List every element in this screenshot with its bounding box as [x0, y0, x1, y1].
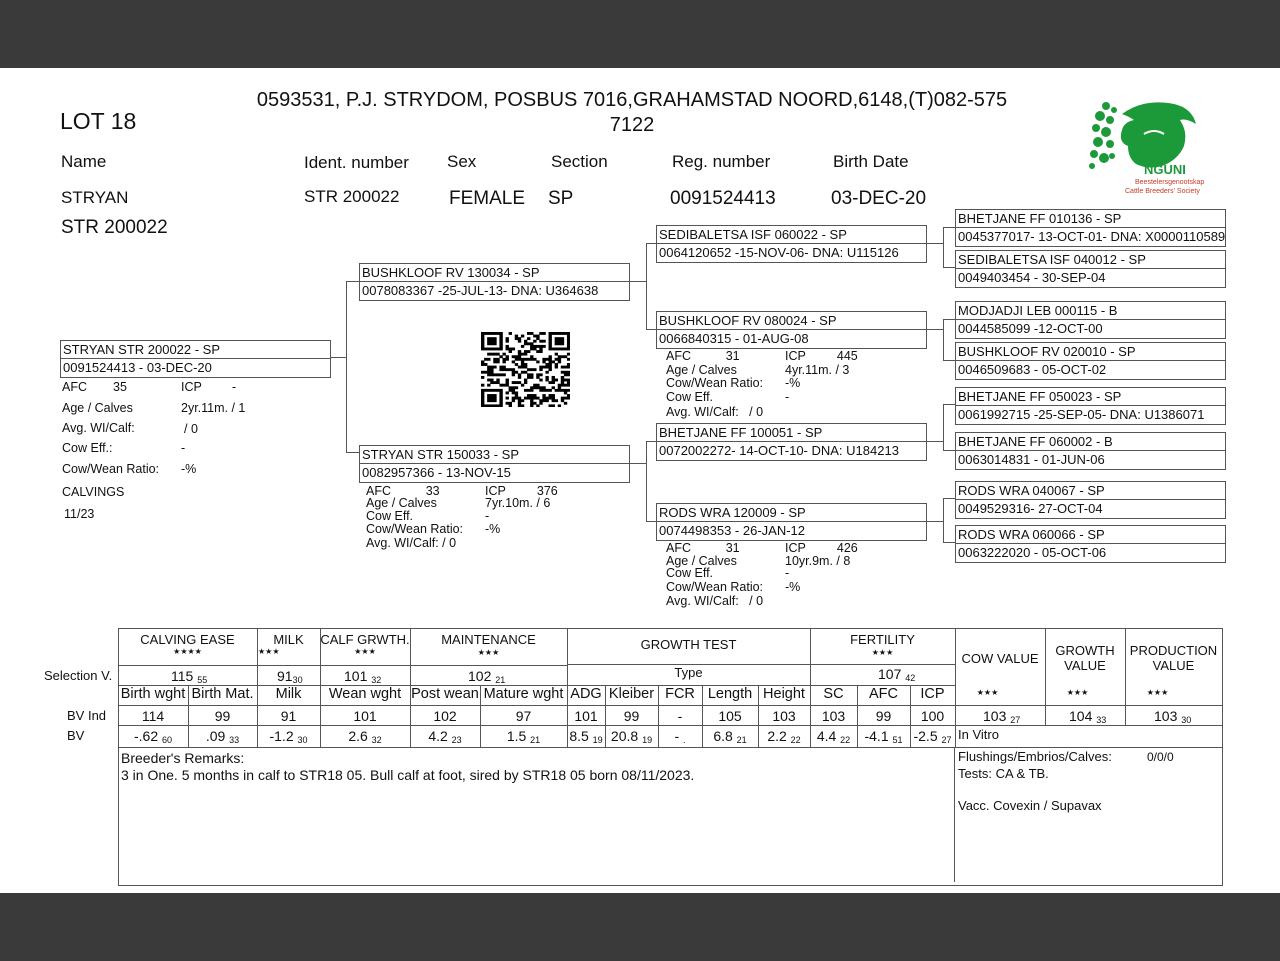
trait-header: ADG: [570, 686, 602, 702]
sire-line-2: 0078083367 -25-JUL-13- DNA: U364638: [362, 283, 599, 298]
stars-cow-value: ★★★: [976, 688, 999, 697]
trait-header: Post wean: [411, 686, 479, 702]
dam-dam-eff: -: [785, 566, 790, 580]
bv-ind-cell: 99: [623, 708, 640, 724]
sire-dam-eff: -: [785, 390, 790, 404]
label-name: Name: [61, 152, 107, 171]
logo-sub-1: Beestelersgenootskap: [1135, 179, 1205, 186]
animal-ident: STR 200022: [304, 187, 400, 206]
bv-ind-cell: 102: [433, 708, 457, 724]
stars-growth-value: ★★★: [1066, 688, 1089, 697]
logo-sub-2: Cattle Breeders' Society: [1125, 188, 1200, 195]
breeder-line-2: 7122: [609, 114, 655, 136]
animal-ident-2: STR 200022: [61, 217, 168, 238]
ggp-2-line-2: 0049403454 - 30-SEP-04: [958, 270, 1106, 285]
dam-age-label: Age / Calves: [366, 496, 437, 510]
bv-ind-cell: 91: [280, 708, 297, 724]
pedigree-ggp-1: [955, 209, 1226, 247]
pedigree-ggp-8: [955, 525, 1226, 563]
bv-cell: 6.8 $_{21}$: [713, 728, 747, 745]
pedigree-ggp-5: [955, 387, 1226, 425]
vacc-text: Vacc. Covexin / Supavax: [958, 798, 1102, 813]
group-production-value-2: VALUE: [1152, 658, 1195, 673]
pedigree-sire-dam: [656, 311, 927, 349]
selection-milk: $91_{30}$: [277, 668, 303, 685]
dam-dam-afc: AFC 31: [666, 541, 740, 555]
bv-ind-growth-value: 104 $_{33}$: [1069, 708, 1107, 725]
bv-cell: -2.5 $_{27}$: [913, 728, 952, 745]
dam-age: 7yr.10m. / 6: [485, 496, 551, 510]
dam-sire-line-1: BHETJANE FF 100051 - SP: [659, 425, 823, 440]
dam-icp: ICP 376: [485, 484, 558, 498]
trait-header: Length: [707, 686, 753, 702]
trait-header: ICP: [920, 686, 945, 702]
bv-ind-cow-value: 103 $_{27}$: [983, 708, 1021, 725]
bv-cell: 2.2 $_{22}$: [767, 728, 801, 745]
dam-dam-age: 10yr.9m. / 8: [785, 554, 851, 568]
bv-cell: - $_.$: [674, 728, 686, 745]
bv-ind-cell: -: [677, 708, 683, 724]
ggp-8-line-1: RODS WRA 060066 - SP: [958, 527, 1105, 542]
sire-line-1: BUSHKLOOF RV 130034 - SP: [362, 265, 540, 280]
dam-eff-label: Cow Eff.: [366, 509, 414, 523]
group-cow-value: COW VALUE: [961, 651, 1039, 666]
dam-eff: -: [485, 509, 490, 523]
dam-dam-icp: ICP 426: [785, 541, 858, 555]
ggp-8-line-2: 0063222020 - 05-OCT-06: [958, 545, 1107, 560]
ggp-5-line-1: BHETJANE FF 050023 - SP: [958, 389, 1122, 404]
subject-ratio-label: Cow/Wean Ratio:: [62, 462, 160, 476]
ggp-4-line-2: 0046509683 - 05-OCT-02: [958, 362, 1107, 377]
lot-number: LOT 18: [60, 108, 137, 134]
ggp-7-line-1: RODS WRA 040067 - SP: [958, 483, 1105, 498]
logo-title: NGUNI: [1144, 162, 1186, 177]
breeder-line-1: 0593531, P.J. STRYDOM, POSBUS 7016,GRAHAMSTAD NOORD,6148,(T)082-575: [256, 89, 1008, 111]
subject-ratio: -%: [181, 462, 197, 476]
flushings-value: 0/0/0: [1147, 750, 1174, 764]
bv-ind-cell: 103: [772, 708, 796, 724]
sire-dam-line-2: 0066840315 - 01-AUG-08: [659, 331, 809, 346]
ggp-5-line-2: 0061992715 -25-SEP-05- DNA: U1386071: [958, 407, 1205, 422]
pedigree-ggp-6: [955, 432, 1226, 470]
animal-section: SP: [548, 188, 574, 209]
bv-cell: -.62 $_{60}$: [133, 728, 173, 745]
animal-sex: FEMALE: [449, 188, 526, 209]
animal-birth: 03-DEC-20: [831, 188, 927, 209]
label-birth: Birth Date: [833, 152, 909, 171]
ggp-6-line-1: BHETJANE FF 060002 - B: [958, 434, 1113, 449]
stars-fertility: ★★★: [871, 648, 894, 657]
bv-cell: 4.2 $_{23}$: [428, 728, 462, 745]
trait-header: Birth wght: [120, 686, 186, 702]
sire-dam-icp: ICP 445: [785, 349, 858, 363]
ggp-6-line-2: 0063014831 - 01-JUN-06: [958, 452, 1105, 467]
pedigree-ggp-2: [955, 250, 1226, 288]
ggp-3-line-2: 0044585099 -12-OCT-00: [958, 321, 1103, 336]
selection-fertility: 107 $_{42}$: [878, 666, 916, 683]
dam-dam-eff-label: Cow Eff.: [666, 566, 714, 580]
sire-dam-ratio: -%: [785, 376, 801, 390]
dam-dam-line-1: RODS WRA 120009 - SP: [659, 505, 806, 520]
stars-calving-ease: ★★★★: [173, 647, 202, 656]
subject-afc-label: AFC: [62, 380, 87, 394]
bv-cell: 2.6 $_{32}$: [348, 728, 382, 745]
subject-cow-eff-label: Cow Eff.:: [62, 441, 113, 455]
subject-line-1: STRYAN STR 200022 - SP: [63, 342, 221, 357]
dam-line-1: STRYAN STR 150033 - SP: [362, 447, 520, 462]
dam-wi: Avg. WI/Calf: / 0: [366, 536, 457, 550]
ggp-1-line-2: 0045377017- 13-OCT-01- DNA: X0000110589: [958, 229, 1226, 244]
sire-dam-ratio-label: Cow/Wean Ratio:: [666, 376, 764, 390]
pedigree-sire-sire: [656, 225, 927, 263]
trait-header: Birth Mat.: [191, 686, 254, 702]
pedigree-dam-sire: [656, 423, 927, 461]
sire-sire-line-2: 0064120652 -15-NOV-06- DNA: U115126: [659, 245, 899, 260]
subject-icp-label: ICP: [181, 380, 202, 394]
in-vitro-label: In Vitro: [958, 727, 999, 742]
bv-ind-cell: 101: [353, 708, 377, 724]
ggp-3-line-1: MODJADJI LEB 000115 - B: [958, 303, 1118, 318]
pedigree-sire: [359, 263, 630, 301]
bv-cell: 4.4 $_{22}$: [816, 728, 851, 745]
trait-header: AFC: [869, 686, 898, 702]
row-label-bv: BV: [67, 728, 85, 743]
sire-dam-afc: AFC 31: [666, 349, 740, 363]
stars-production-value: ★★★: [1146, 688, 1169, 697]
dam-dam-line-2: 0074498353 - 26-JAN-12: [659, 523, 805, 538]
bv-ind-cell: 99: [875, 708, 892, 724]
subject-age: 2yr.11m. / 1: [181, 401, 246, 415]
sire-dam-age-label: Age / Calves: [666, 363, 737, 377]
pedigree-dam: [359, 445, 630, 483]
sire-dam-line-1: BUSHKLOOF RV 080024 - SP: [659, 313, 837, 328]
remarks-text: 3 in One. 5 months in calf to STR18 05. Bull calf at foot, sired by STR18 05 born 08/11/2023.: [121, 767, 695, 783]
sire-dam-eff-label: Cow Eff.: [666, 390, 714, 404]
group-growth-test: GROWTH TEST: [640, 637, 737, 652]
subject-icp: -: [232, 380, 237, 394]
selection-calving-ease: 115 $_{55}$: [171, 668, 208, 685]
label-ident: Ident. number: [304, 153, 409, 172]
dam-dam-wi: Avg. WI/Calf: / 0: [666, 594, 764, 608]
sire-dam-wi: Avg. WI/Calf: / 0: [666, 405, 764, 419]
group-calf-growth: CALF GRWTH.: [320, 632, 410, 647]
selection-type: Type: [674, 665, 703, 680]
bv-cell: 8.5 $_{19}$: [569, 728, 603, 745]
pedigree-ggp-3: [955, 301, 1226, 339]
dam-ratio: -%: [485, 522, 501, 536]
trait-header: Height: [763, 686, 805, 702]
nguni-logo: [1084, 94, 1210, 198]
pedigree-ggp-4: [955, 342, 1226, 380]
subject-wi-label: Avg. WI/Calf:: [62, 421, 135, 435]
group-growth-value-2: VALUE: [1064, 658, 1106, 673]
sire-dam-age: 4yr.11m. / 3: [785, 363, 850, 377]
trait-header: Mature wght: [483, 686, 564, 702]
pedigree-dam-dam: [656, 503, 927, 541]
bv-ind-cell: 101: [574, 708, 598, 724]
group-fertility: FERTILITY: [850, 632, 915, 647]
trait-header: FCR: [665, 686, 695, 702]
flushings-label: Flushings/Embrios/Calves:: [958, 749, 1112, 764]
stars-maintenance: ★★★: [477, 648, 500, 657]
group-production-value-1: PRODUCTION: [1129, 643, 1218, 658]
bv-ind-production-value: 103 $_{30}$: [1154, 708, 1192, 725]
group-maintenance: MAINTENANCE: [441, 632, 536, 647]
subject-line-2: 0091524413 - 03-DEC-20: [63, 360, 212, 375]
remarks-title: Breeder's Remarks:: [121, 750, 245, 766]
bv-ind-cell: 97: [515, 708, 532, 724]
ggp-7-line-2: 0049529316- 27-OCT-04: [958, 501, 1103, 516]
bv-ind-cell: 99: [214, 708, 231, 724]
dam-afc: AFC 33: [366, 484, 440, 498]
group-milk: MILK: [273, 632, 304, 647]
bv-ind-cell: 100: [920, 708, 945, 724]
group-growth-value-1: GROWTH: [1055, 643, 1115, 658]
ggp-4-line-1: BUSHKLOOF RV 020010 - SP: [958, 344, 1136, 359]
animal-reg: 0091524413: [670, 188, 776, 209]
bv-ind-cell: 114: [141, 708, 165, 724]
bv-ind-cell: 105: [718, 708, 742, 724]
selection-maintenance: 102 $_{21}$: [468, 668, 506, 685]
bv-cell: .09 $_{33}$: [205, 728, 240, 745]
row-label-bv-ind: BV Ind: [67, 708, 107, 723]
bv-cell: 1.5 $_{21}$: [506, 728, 541, 745]
label-section: Section: [551, 152, 608, 171]
label-sex: Sex: [447, 152, 477, 171]
trait-header: Kleiber: [608, 686, 655, 702]
dam-sire-line-2: 0072002272- 14-OCT-10- DNA: U184213: [659, 443, 899, 458]
bottom-bar: [0, 893, 1280, 961]
stars-milk: ★★★: [258, 647, 280, 656]
qr-code: [481, 332, 570, 407]
dam-dam-age-label: Age / Calves: [666, 554, 737, 568]
dam-dam-ratio: -%: [785, 580, 801, 594]
trait-header: Milk: [275, 686, 302, 702]
animal-name: STRYAN: [61, 188, 129, 207]
tests-text: Tests: CA & TB.: [958, 766, 1049, 781]
dam-dam-ratio-label: Cow/Wean Ratio:: [666, 580, 764, 594]
trait-header: Wean wght: [328, 686, 402, 702]
row-label-selection: Selection V.: [44, 668, 113, 683]
sire-sire-line-1: SEDIBALETSA ISF 060022 - SP: [659, 227, 847, 242]
bv-cell: 20.8 $_{19}$: [610, 728, 653, 745]
pedigree-ggp-7: [955, 481, 1226, 519]
top-bar: [0, 0, 1280, 68]
label-reg: Reg. number: [672, 152, 771, 171]
subject-afc: 35: [113, 380, 127, 394]
subject-cow-eff: -: [181, 441, 186, 455]
group-calving-ease: CALVING EASE: [140, 632, 235, 647]
trait-header: SC: [823, 686, 844, 702]
pedigree-subject: [60, 340, 331, 378]
subject-age-label: Age / Calves: [62, 401, 133, 415]
selection-calf-growth: 101 $_{32}$: [344, 668, 382, 685]
dam-ratio-label: Cow/Wean Ratio:: [366, 522, 464, 536]
dam-line-2: 0082957366 - 13-NOV-15: [362, 465, 511, 480]
ggp-1-line-1: BHETJANE FF 010136 - SP: [958, 211, 1122, 226]
subject-calvings: 11/23: [64, 507, 95, 521]
ggp-2-line-1: SEDIBALETSA ISF 040012 - SP: [958, 252, 1146, 267]
bv-cell: -1.2 $_{30}$: [269, 728, 308, 745]
bv-ind-cell: 103: [821, 708, 846, 724]
stars-calf-growth: ★★★: [354, 647, 376, 656]
bv-cell: -4.1 $_{51}$: [864, 728, 903, 745]
subject-calvings-label: CALVINGS: [62, 485, 125, 499]
subject-wi: / 0: [184, 422, 198, 436]
qr-code-icon: [481, 332, 570, 407]
